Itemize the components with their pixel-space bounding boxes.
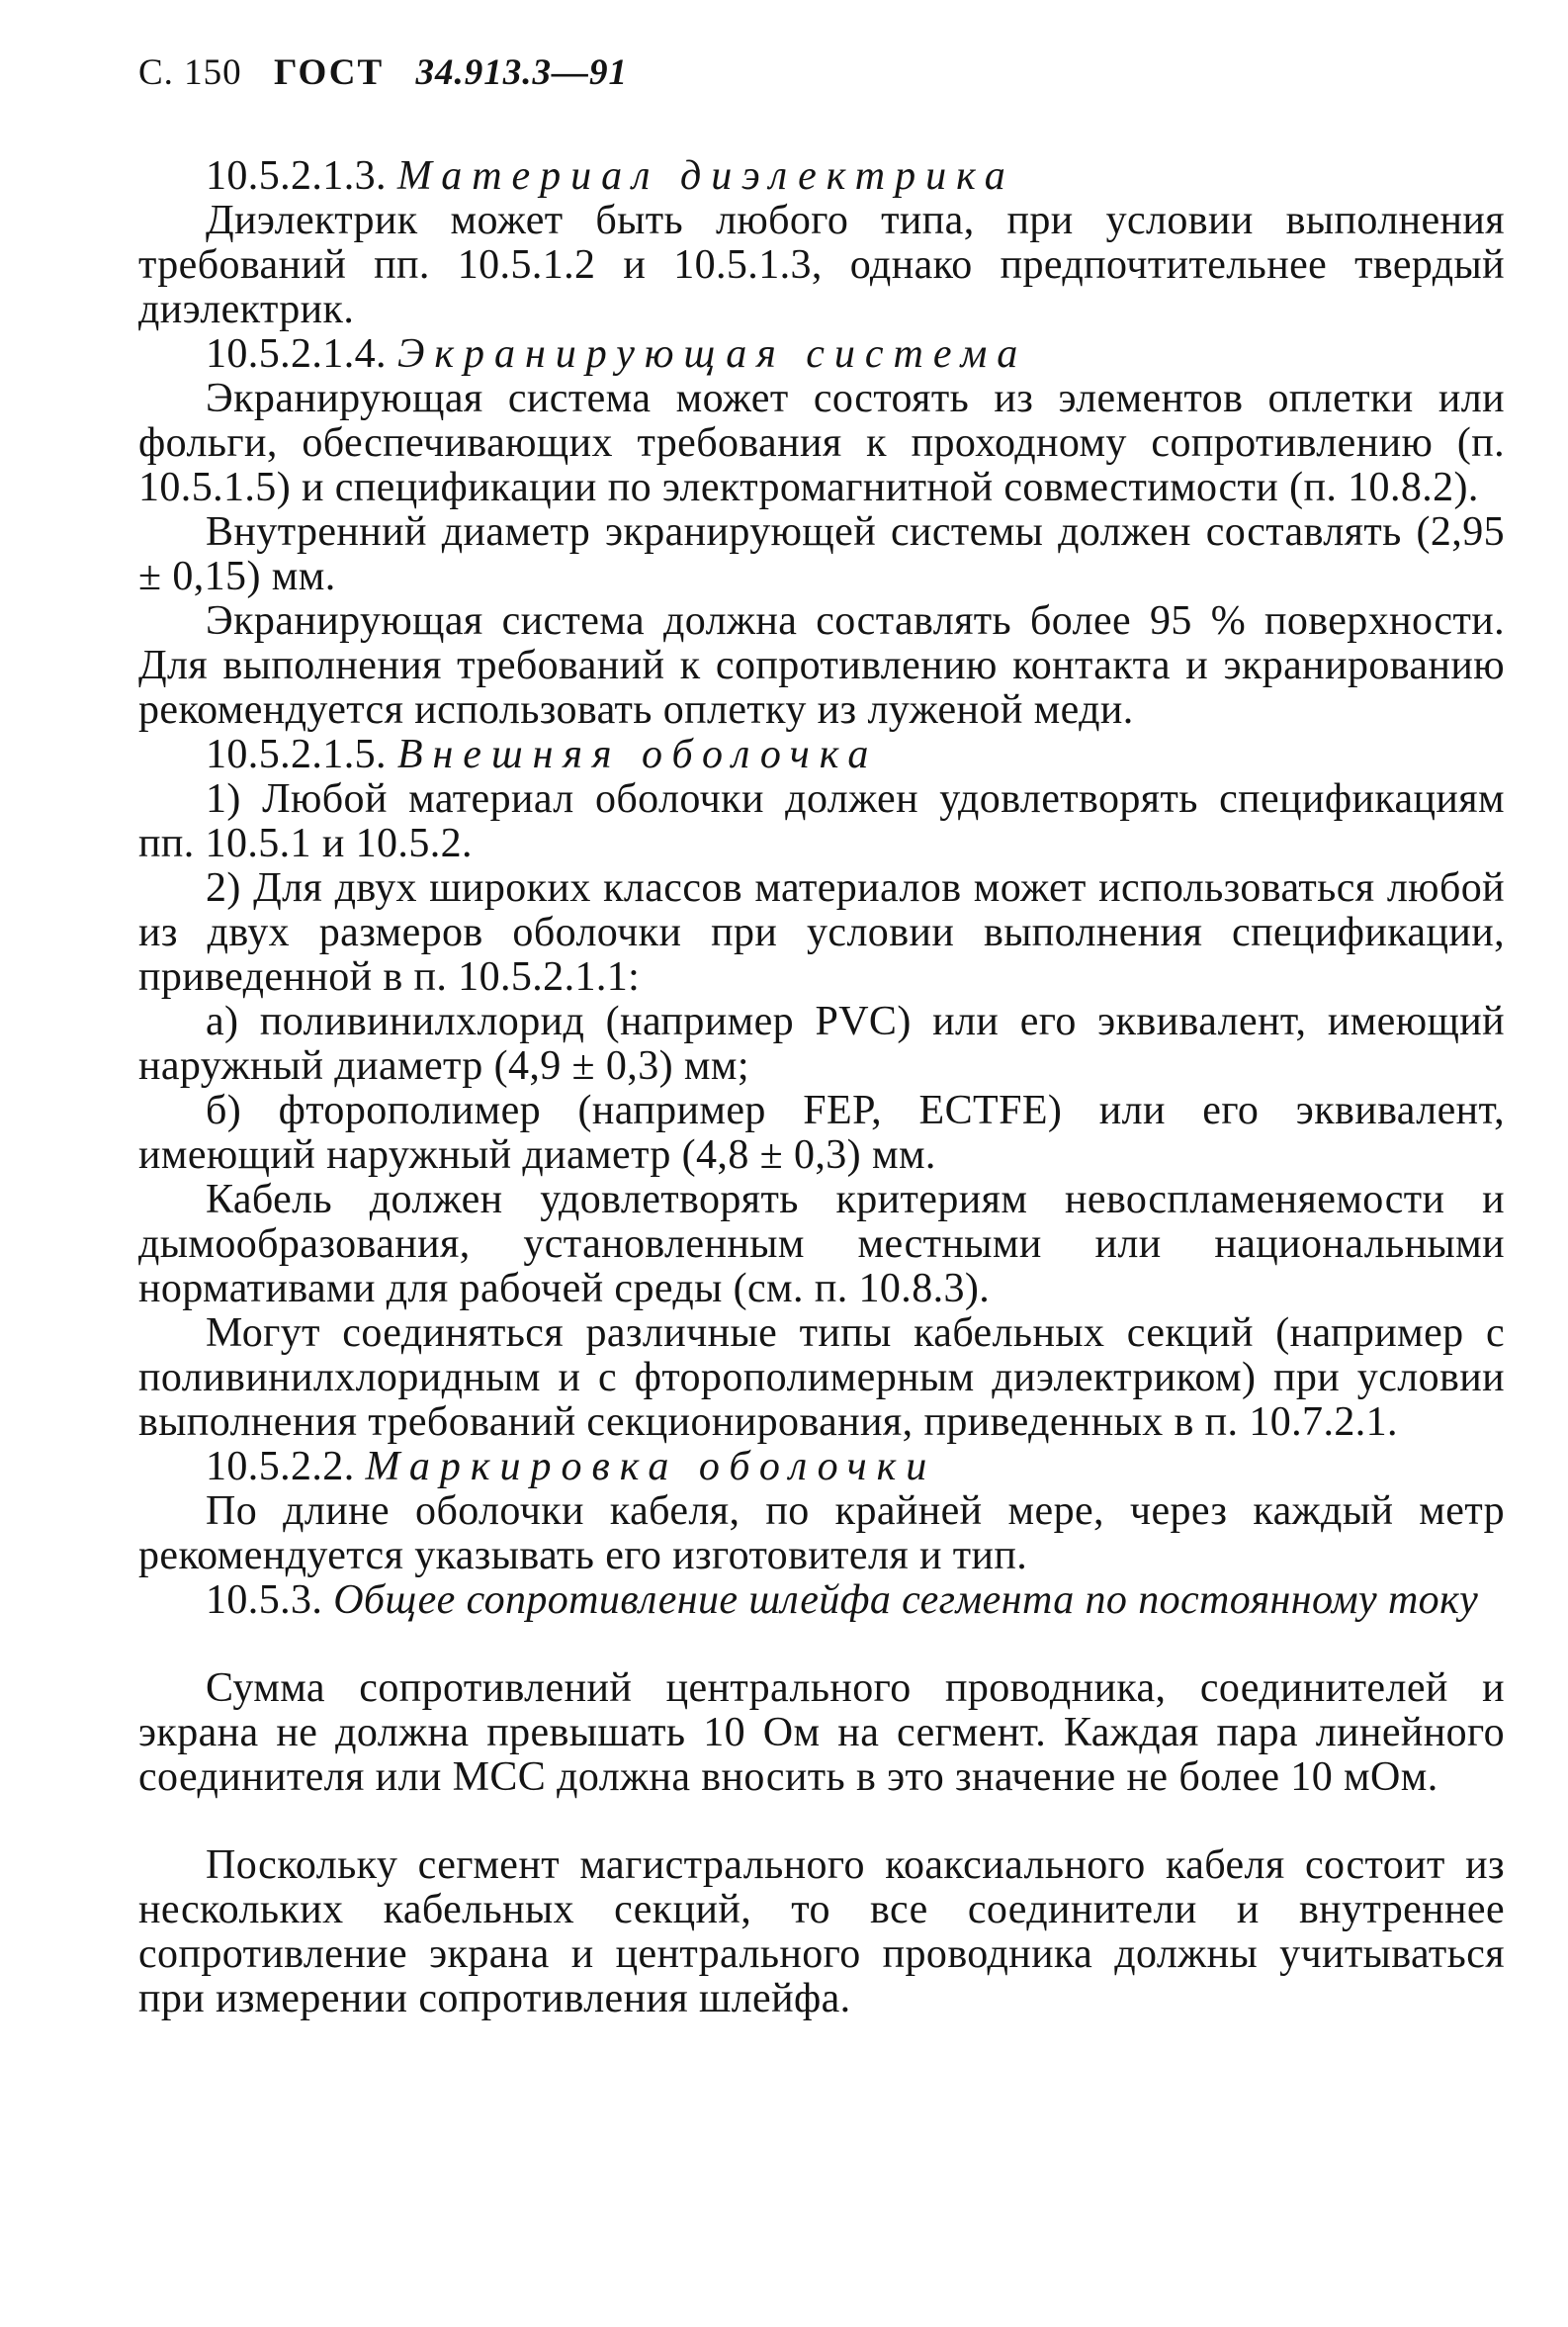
section-title: Материал диэлектрика bbox=[396, 153, 1015, 199]
body-text bbox=[138, 154, 1505, 2021]
section-number: 10.5.2.1.3. bbox=[206, 153, 397, 199]
section-number: 10.5.3. bbox=[206, 1577, 334, 1623]
body-paragraph: Поскольку сегмент магистрального коаксиального кабеля состоит из нескольких кабельных секций, то все соединители и внутреннее сопротивление экрана и центрального проводника должны учитываться при измерении сопротивления шлейфа. bbox=[138, 1842, 1505, 2021]
body-paragraph: 2) Для двух широких классов материалов может использоваться любой из двух размеров оболочки при условии выполнения спецификации, приведенной в п. 10.5.2.1.1: bbox=[138, 865, 1505, 1000]
standard-label: ГОСТ bbox=[273, 52, 385, 93]
section-heading bbox=[138, 1445, 1505, 1489]
section-number: 10.5.2.2. bbox=[206, 1444, 366, 1489]
section-title: Общее сопротивление шлейфа сегмента по постоянному току bbox=[333, 1577, 1479, 1623]
body-paragraph: а) поливинилхлорид (например PVC) или его эквивалент, имеющий наружный диаметр (4,9 ± 0,3) мм; bbox=[138, 999, 1505, 1089]
section-heading bbox=[138, 733, 1505, 777]
section-number: 10.5.2.1.5. bbox=[206, 732, 397, 777]
section-heading bbox=[138, 332, 1505, 377]
body-paragraph: 1) Любой материал оболочки должен удовлетворять спецификациям пп. 10.5.1 и 10.5.2. bbox=[138, 776, 1505, 866]
body-paragraph: Диэлектрик может быть любого типа, при условии выполнения требований пп. 10.5.1.2 и 10.5.1.3, однако предпочтительнее твердый диэлектрик. bbox=[138, 198, 1505, 332]
body-paragraph: Внутренний диаметр экранирующей системы должен составлять (2,95 ± 0,15) мм. bbox=[138, 509, 1505, 599]
section-title: Маркировка оболочки bbox=[365, 1444, 937, 1489]
section-title: Внешняя оболочка bbox=[396, 732, 879, 777]
section-title: Экранирующая система bbox=[396, 331, 1028, 377]
section-heading bbox=[138, 1578, 1505, 1623]
body-paragraph: б) фторополимер (например FEP, ECTFE) или его эквивалент, имеющий наружный диаметр (4,8 ± 0,3) мм. bbox=[138, 1088, 1505, 1178]
body-paragraph: Экранирующая система должна составлять более 95 % поверхности. Для выполнения требований к сопротивлению контакта и экранированию рекомендуется использовать оплетку из луженой меди. bbox=[138, 598, 1505, 733]
standard-number: 34.913.3—91 bbox=[415, 52, 628, 93]
body-paragraph: Могут соединяться различные типы кабельных секций (например с поливинилхлоридным и с фторополимерным диэлектриком) при условии выполнения требований секционирования, приведенных в п. 10.7.2.1. bbox=[138, 1310, 1505, 1445]
page-content bbox=[138, 47, 1505, 2021]
body-paragraph: Кабель должен удовлетворять критериям невоспламеняемости и дымообразования, установленным местными или национальными нормативами для рабочей среды (см. п. 10.8.3). bbox=[138, 1177, 1505, 1311]
section-heading bbox=[138, 154, 1505, 199]
page-number: С. 150 bbox=[138, 52, 242, 93]
body-paragraph: Экранирующая система может состоять из элементов оплетки или фольги, обеспечивающих требования к проходному сопротивлению (п. 10.5.1.5) и спецификации по электромагнитной совместимости (п. 10.8.2). bbox=[138, 376, 1505, 510]
section-number: 10.5.2.1.4. bbox=[206, 331, 397, 377]
body-paragraph: Сумма сопротивлений центрального проводника, соединителей и экрана не должна превышать 10 Ом на сегмент. Каждая пара линейного соединителя или MCC должна вносить в это значение не более 10 мОм. bbox=[138, 1665, 1505, 1800]
body-paragraph: По длине оболочки кабеля, по крайней мере, через каждый метр рекомендуется указывать его изготовителя и тип. bbox=[138, 1488, 1505, 1578]
running-header bbox=[138, 47, 1505, 99]
